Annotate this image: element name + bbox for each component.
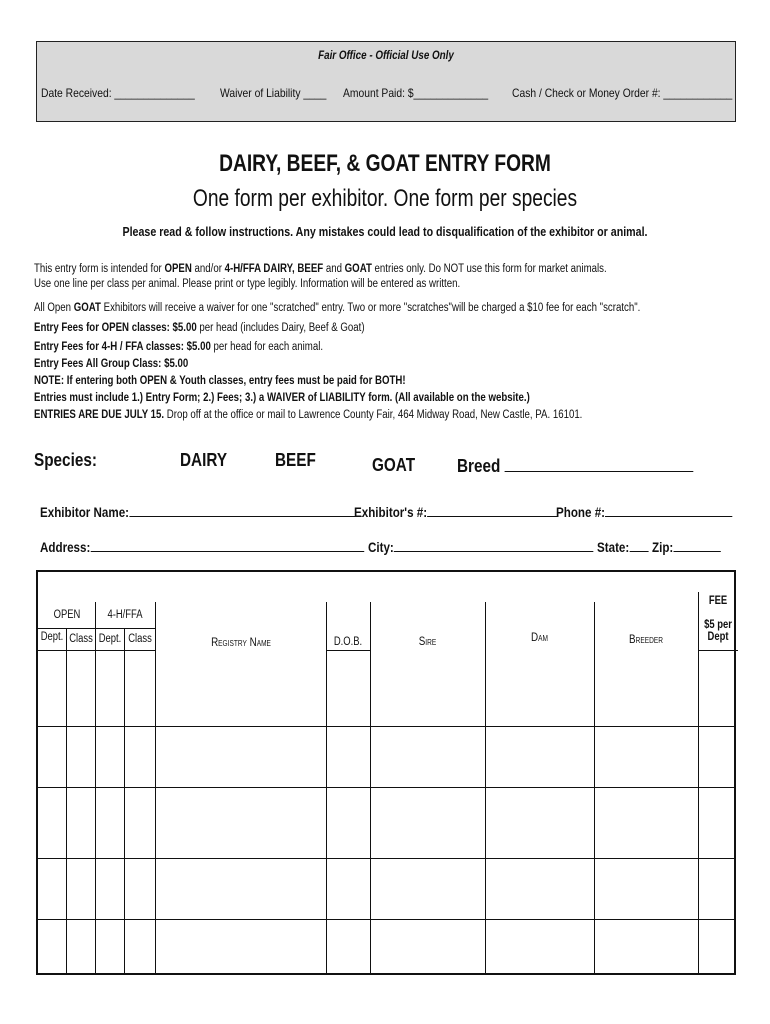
intro-line-1: This entry form is intended for OPEN and/or 4-H/FFA DAIRY, BEEF and GOAT entries only. Do NOT use this form for market animals. xyxy=(34,263,607,275)
header-dob: D.O.B. xyxy=(333,636,363,648)
state-field[interactable]: State: xyxy=(597,539,648,555)
fee-group: Entry Fees All Group Class: $5.00 xyxy=(34,358,189,370)
form-subtitle: One form per exhibitor. One form per species xyxy=(192,185,578,212)
breed-field[interactable]: Breed xyxy=(457,456,693,477)
fee-youth: Entry Fees for 4-H / FFA classes: $5.00 per head for each animal. xyxy=(34,341,324,353)
scratch-policy: All Open GOAT Exhibitors will receive a waiver for one "scratched" entry. Two or more "scratches"will be charged a $10 fee for each "scratch". xyxy=(34,302,641,314)
exhibitor-number-field[interactable]: Exhibitor's #: xyxy=(354,504,558,520)
header-fee-rate: $5 per xyxy=(704,619,732,631)
header-youth-class: Class xyxy=(128,633,152,645)
header-open-dept: Dept. xyxy=(40,631,64,643)
instructions-banner: Please read & follow instructions. Any mistakes could lead to disqualification of the exhibitor or animal. xyxy=(122,224,648,239)
species-option-dairy[interactable]: DAIRY xyxy=(180,450,228,470)
form-title: DAIRY, BEEF, & GOAT ENTRY FORM xyxy=(219,150,551,177)
header-open-class: Class xyxy=(69,633,93,645)
fee-open: Entry Fees for OPEN classes: $5.00 per head (includes Dairy, Beef & Goat) xyxy=(34,322,365,334)
header-youth: 4-H/FFA xyxy=(107,609,143,621)
due-date-line: ENTRIES ARE DUE JULY 15. Drop off at the office or mail to Lawrence County Fair, 464 Midway Road, New Castle, PA. 16101. xyxy=(34,409,583,421)
header-open: OPEN xyxy=(53,609,81,621)
office-use-box xyxy=(36,41,736,122)
header-sire: Sire xyxy=(418,634,437,648)
requirements-line: Entries must include 1.) Entry Form; 2.) Fees; 3.) a WAIVER of LIABILITY form. (All available on the website.) xyxy=(34,392,530,404)
header-fee-dept: Dept xyxy=(707,631,729,643)
office-fields-row xyxy=(41,86,731,100)
header-youth-dept: Dept. xyxy=(98,633,122,645)
city-field[interactable]: City: xyxy=(368,539,593,555)
phone-field[interactable]: Phone #: xyxy=(556,504,732,520)
waiver-field[interactable]: Waiver of Liability ____ xyxy=(219,86,327,100)
office-title: Fair Office - Official Use Only xyxy=(318,48,454,62)
zip-field[interactable]: Zip: xyxy=(652,539,721,555)
payment-field[interactable]: Cash / Check or Money Order #: ____________ xyxy=(512,86,733,100)
address-field[interactable]: Address: xyxy=(40,539,364,555)
note-line: NOTE: If entering both OPEN & Youth classes, entry fees must be paid for BOTH! xyxy=(34,375,406,387)
intro-line-2: Use one line per class per animal. Please print or type legibly. Information will be entered as written. xyxy=(34,278,461,290)
date-received-field[interactable]: Date Received: ______________ xyxy=(41,86,195,100)
header-registry-name: Registry Name xyxy=(211,635,271,649)
species-option-goat[interactable]: GOAT xyxy=(372,455,416,475)
species-option-beef[interactable]: BEEF xyxy=(275,450,316,470)
entry-table xyxy=(36,570,736,975)
exhibitor-name-field[interactable]: Exhibitor Name: xyxy=(40,504,361,520)
header-dam: Dam xyxy=(531,630,548,644)
header-fee: FEE xyxy=(708,595,728,607)
header-breeder: Breeder xyxy=(629,632,663,646)
amount-paid-field[interactable]: Amount Paid: $_____________ xyxy=(343,86,489,100)
species-label: Species: xyxy=(34,450,97,470)
